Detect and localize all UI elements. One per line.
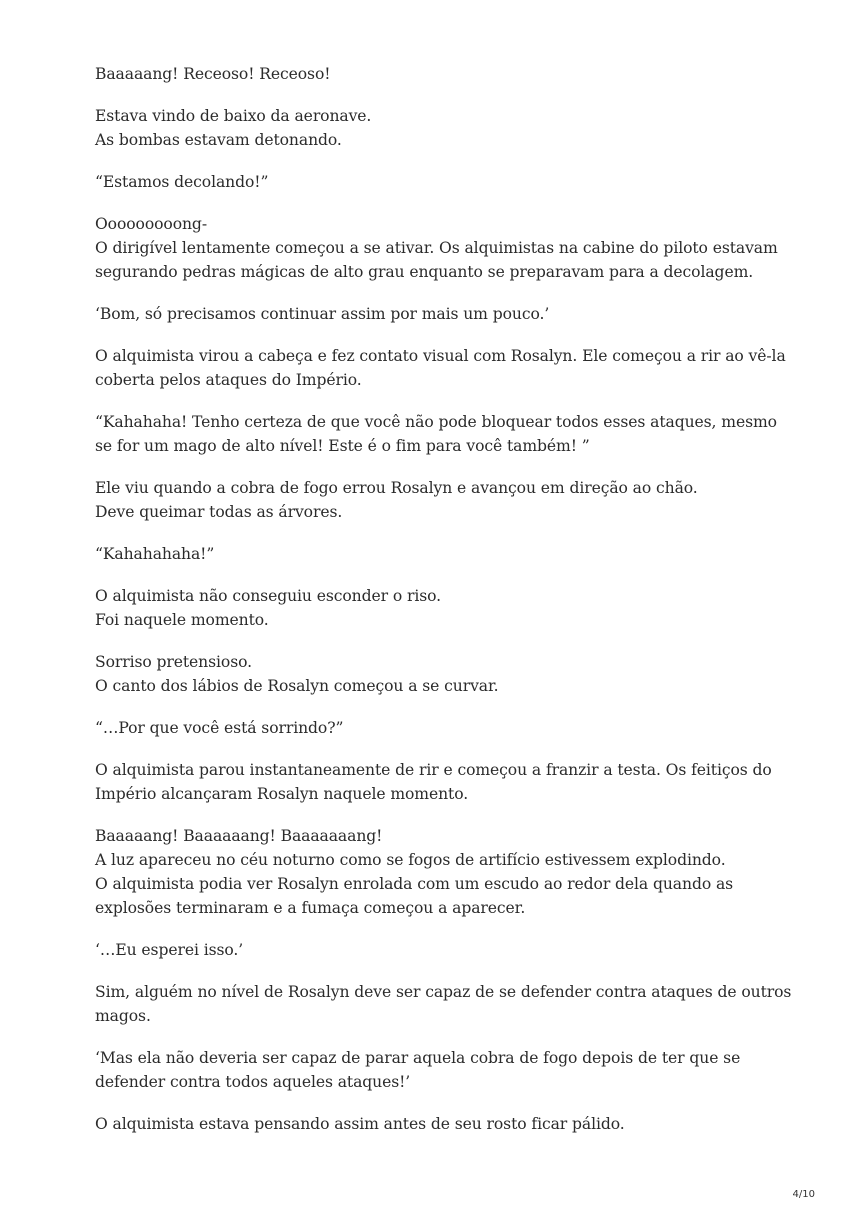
text-line: As bombas estavam detonando.: [95, 131, 342, 149]
text-line: Deve queimar todas as árvores.: [95, 503, 343, 521]
paragraph: [95, 170, 795, 194]
paragraph: [95, 302, 795, 326]
paragraph: [95, 104, 795, 152]
paragraph: [95, 1112, 795, 1136]
paragraph: [95, 716, 795, 740]
text-line: O dirigível lentamente começou a se ativar. Os alquimistas na cabine do piloto estavam segurando pedras mágicas de alto grau enquanto se preparavam para a decolagem.: [95, 239, 778, 281]
paragraph: [95, 212, 795, 284]
text-line: Baaaaang! Receoso! Receoso!: [95, 65, 331, 83]
text-line: “…Por que você está sorrindo?”: [95, 719, 344, 737]
text-line: O canto dos lábios de Rosalyn começou a se curvar.: [95, 677, 499, 695]
text-line: ‘Mas ela não deveria ser capaz de parar aquela cobra de fogo depois de ter que se defender contra todos aqueles ataques!’: [95, 1049, 741, 1091]
page-number: 4/10: [792, 1189, 815, 1200]
text-line: Baaaaang! Baaaaaang! Baaaaaaang!: [95, 827, 383, 845]
paragraph: [95, 824, 795, 920]
text-line: Foi naquele momento.: [95, 611, 269, 629]
text-line: Ooooooooong-: [95, 215, 207, 233]
paragraph: [95, 410, 795, 458]
paragraph: [95, 584, 795, 632]
text-line: ‘Bom, só precisamos continuar assim por mais um pouco.’: [95, 305, 550, 323]
paragraph: [95, 344, 795, 392]
paragraph: [95, 1046, 795, 1094]
text-line: ‘…Eu esperei isso.’: [95, 941, 244, 959]
text-line: O alquimista virou a cabeça e fez contato visual com Rosalyn. Ele começou a rir ao vê-la coberta pelos ataques do Império.: [95, 347, 786, 389]
text-line: “Estamos decolando!”: [95, 173, 269, 191]
text-line: Ele viu quando a cobra de fogo errou Rosalyn e avançou em direção ao chão.: [95, 479, 698, 497]
text-line: O alquimista podia ver Rosalyn enrolada com um escudo ao redor dela quando as explosões terminaram e a fumaça começou a aparecer.: [95, 875, 734, 917]
paragraph: [95, 476, 795, 524]
document-body: [95, 62, 795, 1154]
paragraph: [95, 938, 795, 962]
text-line: Sorriso pretensioso.: [95, 653, 252, 671]
paragraph: [95, 758, 795, 806]
text-line: “Kahahaha! Tenho certeza de que você não pode bloquear todos esses ataques, mesmo se for um mago de alto nível! Este é o fim para você também! ”: [95, 413, 777, 455]
paragraph: [95, 62, 795, 86]
text-line: O alquimista parou instantaneamente de rir e começou a franzir a testa. Os feitiços do Império alcançaram Rosalyn naquele momento.: [95, 761, 772, 803]
text-line: O alquimista estava pensando assim antes de seu rosto ficar pálido.: [95, 1115, 625, 1133]
text-line: Estava vindo de baixo da aeronave.: [95, 107, 372, 125]
paragraph: [95, 980, 795, 1028]
text-line: O alquimista não conseguiu esconder o riso.: [95, 587, 442, 605]
text-line: “Kahahahaha!”: [95, 545, 215, 563]
paragraph: [95, 650, 795, 698]
text-line: A luz apareceu no céu noturno como se fogos de artifício estivessem explodindo.: [95, 851, 726, 869]
text-line: Sim, alguém no nível de Rosalyn deve ser capaz de se defender contra ataques de outros magos.: [95, 983, 792, 1025]
paragraph: [95, 542, 795, 566]
